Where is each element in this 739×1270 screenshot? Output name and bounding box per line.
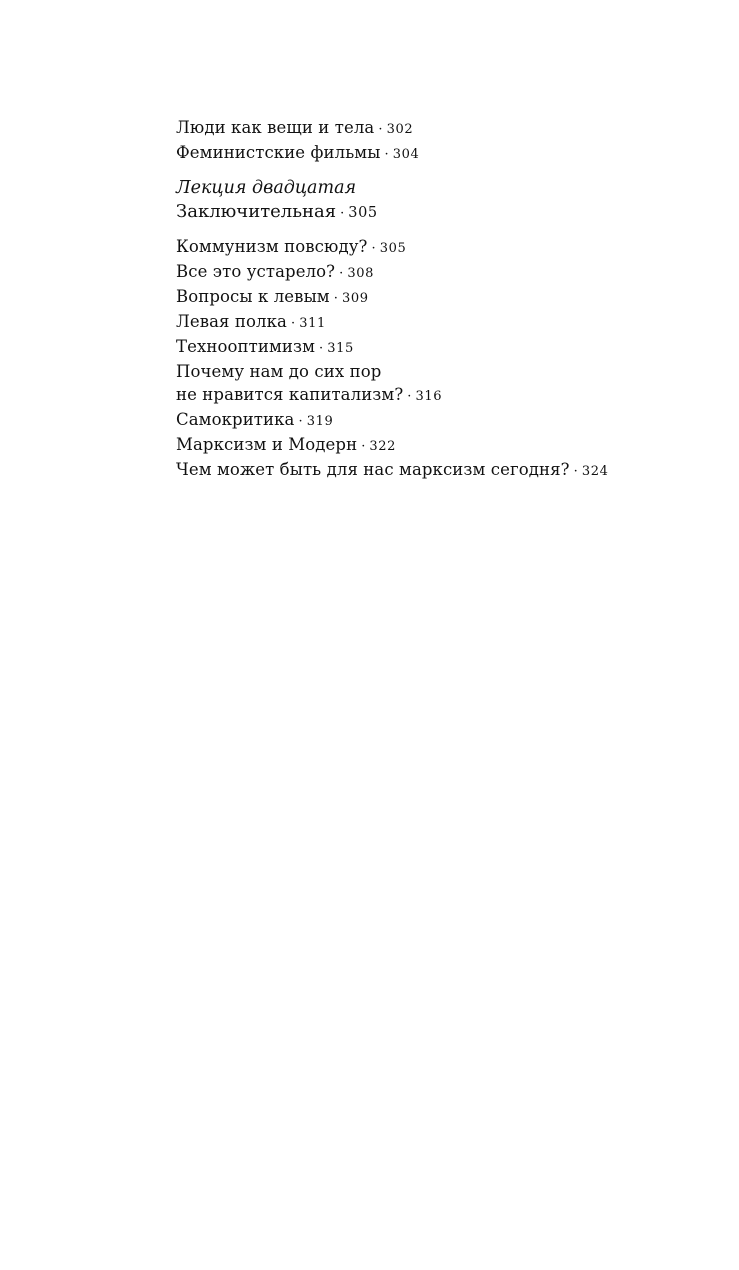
toc-separator: · — [361, 439, 366, 454]
toc-separator: · — [298, 414, 303, 429]
toc-separator: · — [371, 241, 376, 256]
lecture-page: 305 — [348, 205, 378, 221]
toc-separator: · — [340, 206, 345, 221]
toc-separator: · — [407, 389, 412, 404]
toc-separator: · — [339, 266, 344, 281]
toc-entry-page: 315 — [327, 341, 354, 356]
toc-entry-title-line2: не нравится капитализм? — [176, 385, 404, 404]
toc-entry[interactable] — [176, 310, 696, 335]
lecture-sections — [176, 235, 696, 483]
lecture-label: Лекция двадцатая — [176, 178, 357, 198]
table-of-contents — [176, 116, 696, 483]
toc-entry[interactable] — [176, 141, 696, 166]
toc-entry-page: 302 — [386, 122, 414, 137]
toc-entry[interactable] — [176, 116, 696, 141]
toc-entry-title: Левая полка — [176, 312, 287, 331]
toc-entry-page: 308 — [347, 266, 374, 281]
toc-entry-title-line1: Почему нам до сих пор — [176, 362, 382, 381]
toc-entry[interactable] — [176, 458, 696, 483]
toc-entry-title: Коммунизм повсюду? — [176, 237, 368, 256]
toc-entry-title: Чем может быть для нас марксизм сегодня? — [176, 460, 570, 479]
toc-entry[interactable] — [176, 260, 696, 285]
toc-separator: · — [319, 341, 324, 356]
toc-entry[interactable] — [176, 235, 696, 260]
toc-separator: · — [384, 147, 389, 162]
toc-separator: · — [290, 316, 296, 331]
toc-entry-multiline[interactable] — [176, 360, 696, 408]
toc-entry-page: 322 — [369, 439, 397, 454]
toc-entry[interactable] — [176, 335, 696, 360]
toc-separator: · — [378, 122, 383, 137]
toc-entry-title-line2-wrap — [176, 383, 696, 408]
toc-entry-page: 305 — [379, 241, 407, 256]
lecture-title-line — [176, 200, 696, 226]
toc-entry-title: Самокритика — [176, 410, 295, 429]
lecture-title: Заключительная — [176, 201, 337, 222]
toc-entry-page: 309 — [341, 291, 369, 306]
lecture-heading[interactable] — [176, 177, 696, 226]
toc-entry-page: 311 — [299, 316, 326, 331]
toc-entry-title: Вопросы к левым — [176, 287, 330, 306]
toc-entry-title: Феминистские фильмы — [176, 143, 381, 162]
toc-entry-title: Все это устарело? — [176, 262, 336, 281]
toc-entry-title: Марксизм и Модерн — [176, 435, 358, 454]
toc-separator: · — [573, 464, 578, 479]
toc-entry[interactable] — [176, 408, 696, 433]
toc-entry-page: 319 — [306, 414, 334, 429]
toc-entry-title: Люди как вещи и тела — [176, 118, 375, 137]
toc-entry[interactable] — [176, 285, 696, 310]
toc-entry-page: 304 — [392, 147, 420, 162]
toc-entry-title: Технооптимизм — [176, 337, 316, 356]
toc-entry-page: 316 — [415, 389, 443, 404]
toc-entry-page: 324 — [581, 464, 609, 479]
toc-entry[interactable] — [176, 433, 696, 458]
toc-separator: · — [333, 291, 338, 306]
